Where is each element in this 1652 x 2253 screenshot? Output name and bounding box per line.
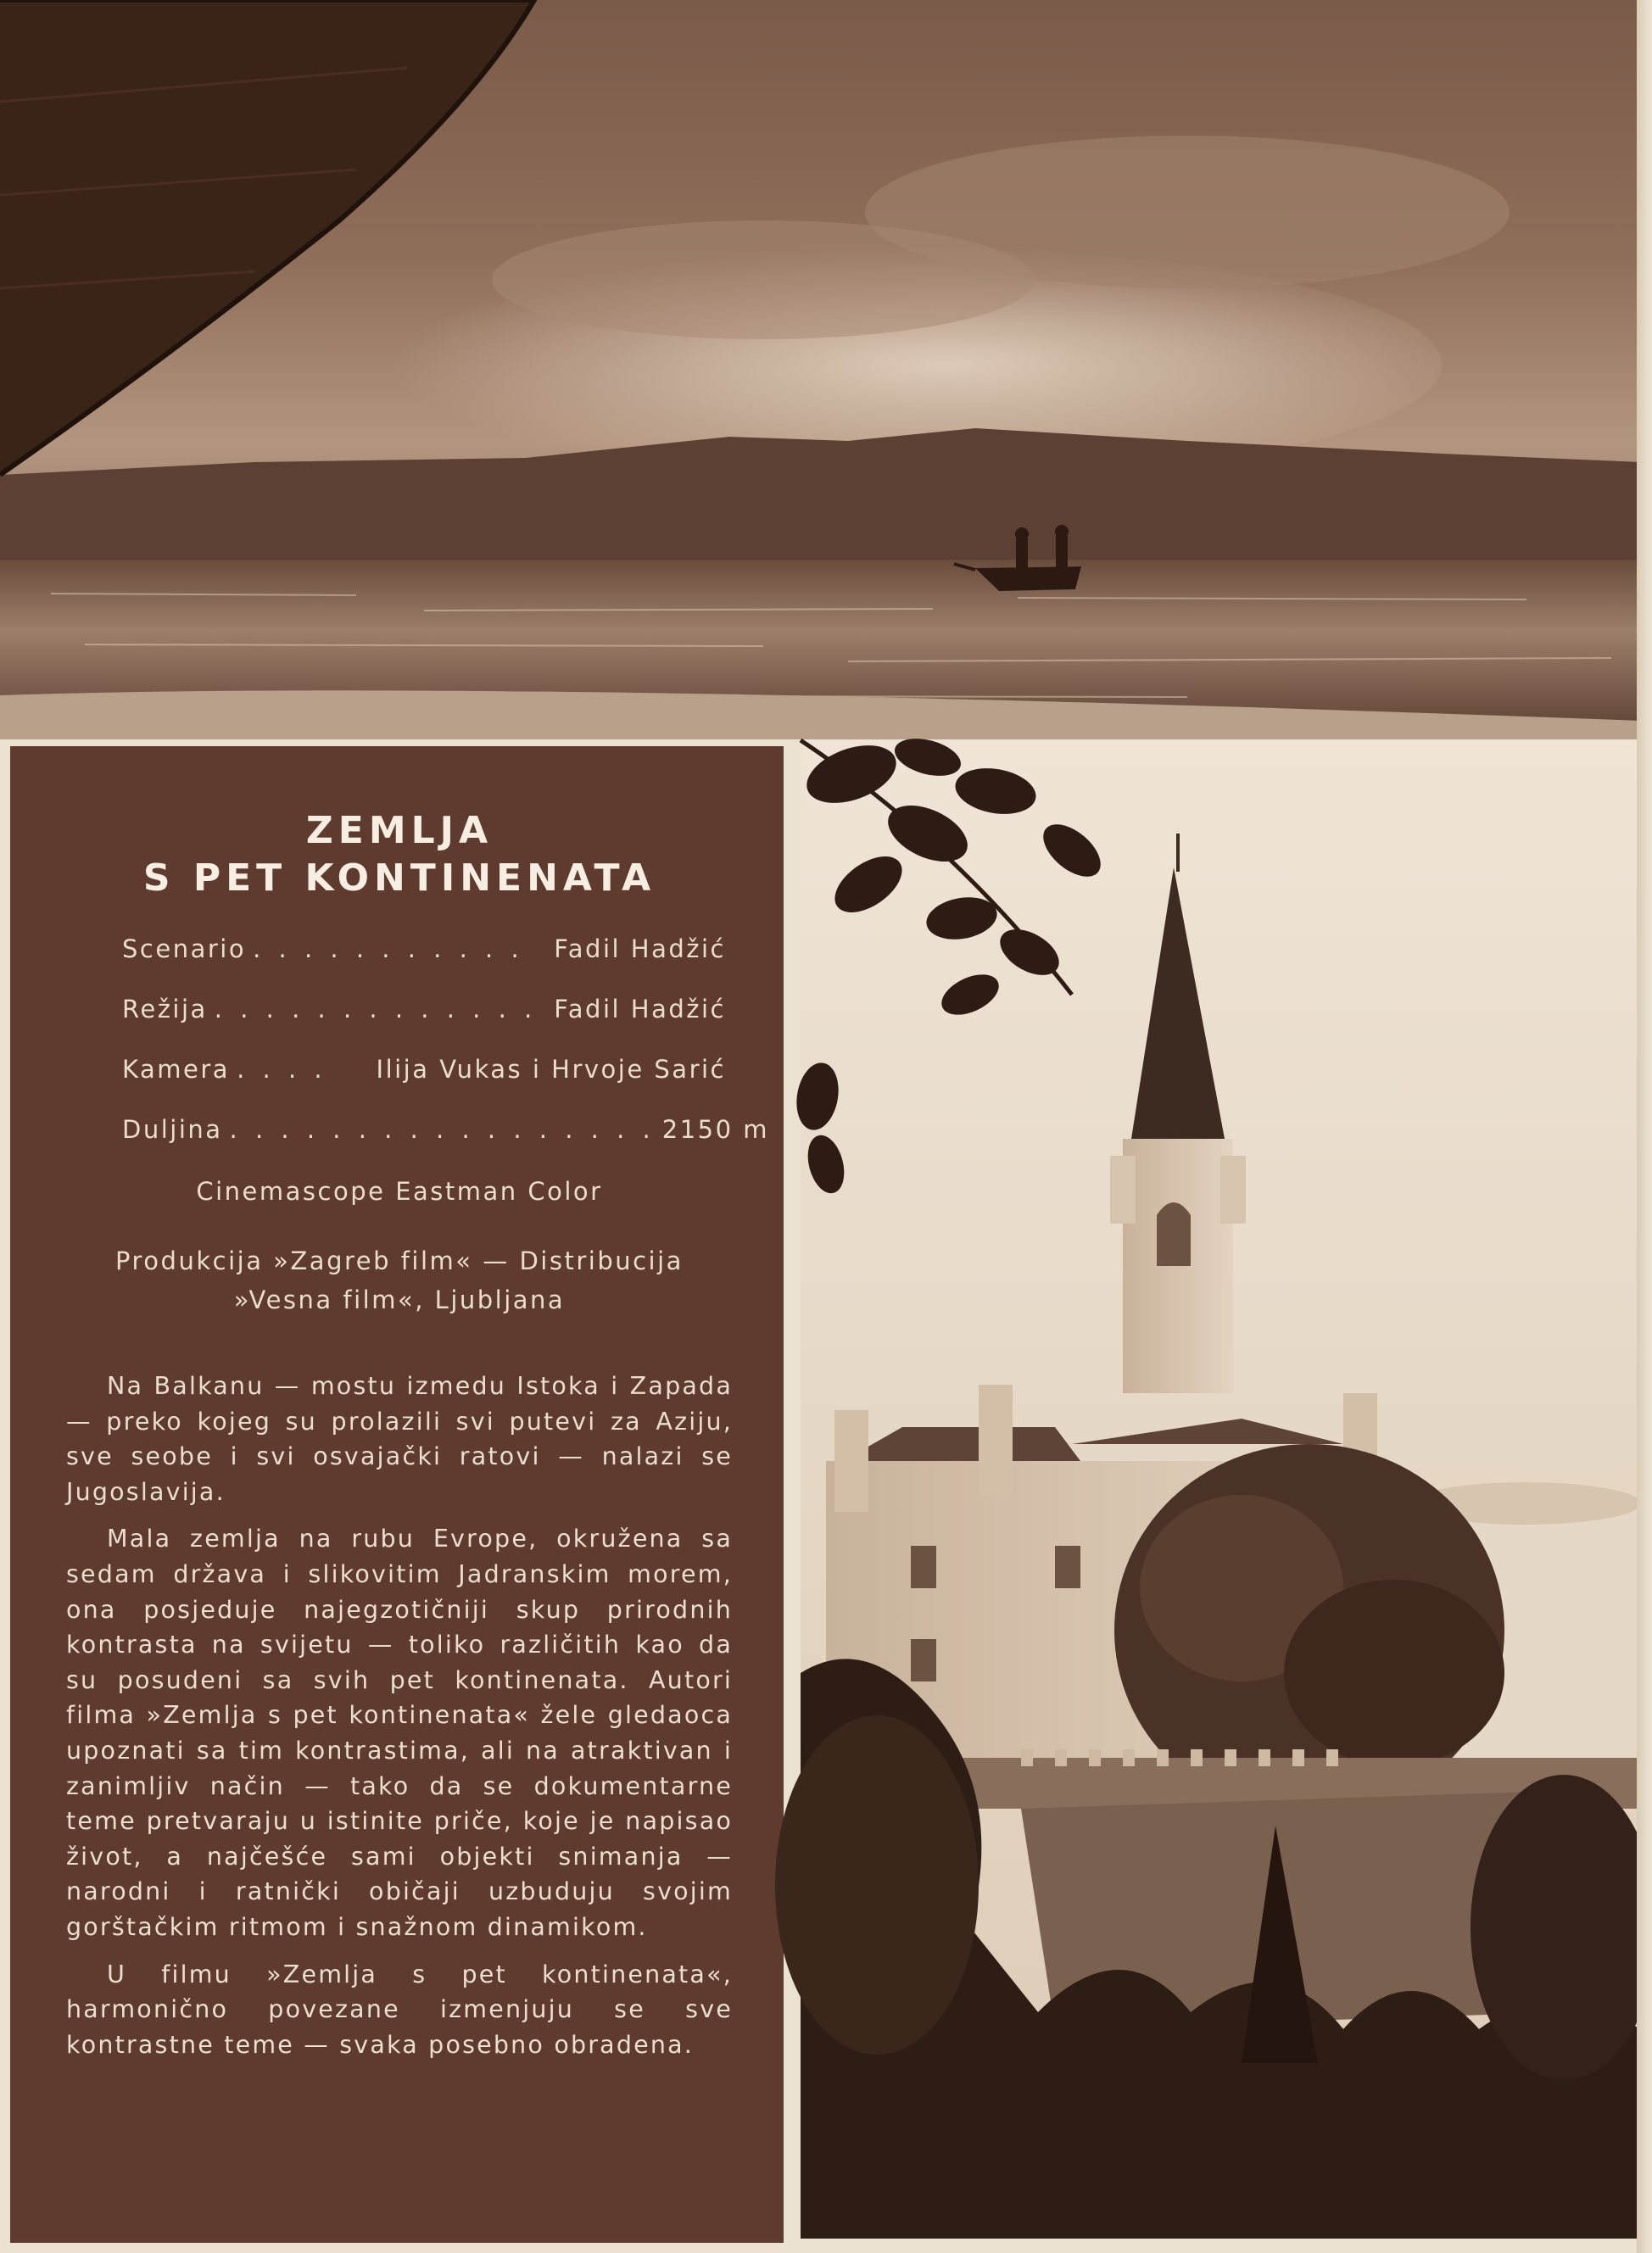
credit-value: Fadil Hadžić [554,934,726,963]
credit-row-rezija [66,995,733,1055]
credit-label: Duljina [122,1115,223,1144]
credit-value: 2150 m [661,1115,770,1144]
leader-dots: . . . . [237,1055,327,1084]
film-info-panel [10,746,784,2243]
page-edge [1637,0,1652,2253]
production-line-1: Produkcija »Zagreb film« — Distribucija [115,1246,684,1275]
credit-value: Fadil Hadžić [554,995,726,1023]
paragraph: Na Balkanu — mostu izmedu Istoka i Zapada — preko kojeg su prolazili svi putevi za Aziju, sve seobe i svi osvajački ratovi — nalazi se Jugoslavija. [66,1372,733,1506]
credit-value: Ilija Vukas i Hrvoje Sarić [376,1055,726,1084]
leader-dots: . . . . . . . . . . . [253,934,524,963]
article-body [66,1369,733,2062]
credit-label: Scenario [122,934,247,963]
title-line-2: S PET KONTINENATA [142,856,656,900]
credit-row-scenario [66,934,733,995]
credit-row-kamera [66,1055,733,1115]
credit-label: Režija [122,995,208,1023]
leader-dots: . . . . . . . . . . . . . [214,995,538,1023]
paragraph: Mala zemlja na rubu Evrope, okružena sa sedam država i slikovitim Jadranskim morem, ona posjeduje najegzotičniji skup prirodnih kontrasta na svijetu — toliko različitih kao da su posudeni sa svih pet kontinenata. Autori filma »Zemlja s pet kontinenata« žele gledaoca upoznati sa tim kontrastima, ali na atraktivan i zanimljiv način — tako da se dokumentarne teme pretvaraju u istinite priče, koje je napisao život, a najčešće sami objekti snimanja — narodni i ratnički običaji uzbuduju svojim gorštačkim ritmom i snažnom dinamikom. [66,1525,733,1941]
paragraph: U filmu »Zemlja s pet kontinenata«, harmonično povezane izmenjuju se sve kontrastne teme — svaka posebno obradena. [66,1960,733,2059]
title-line-1: ZEMLJA [305,809,494,852]
lake-boat-photo [0,0,1641,739]
castle-photo [801,740,1641,2239]
credits-list [66,934,770,1175]
credit-label: Kamera [122,1055,231,1084]
leader-dots: . . . . . . . . . . . . . . . . . [229,1115,656,1144]
format-line: Cinemascope Eastman Color [196,1177,603,1206]
production-line-2: »Vesna film«, Ljubljana [233,1285,566,1314]
credit-row-duljina [66,1115,770,1175]
